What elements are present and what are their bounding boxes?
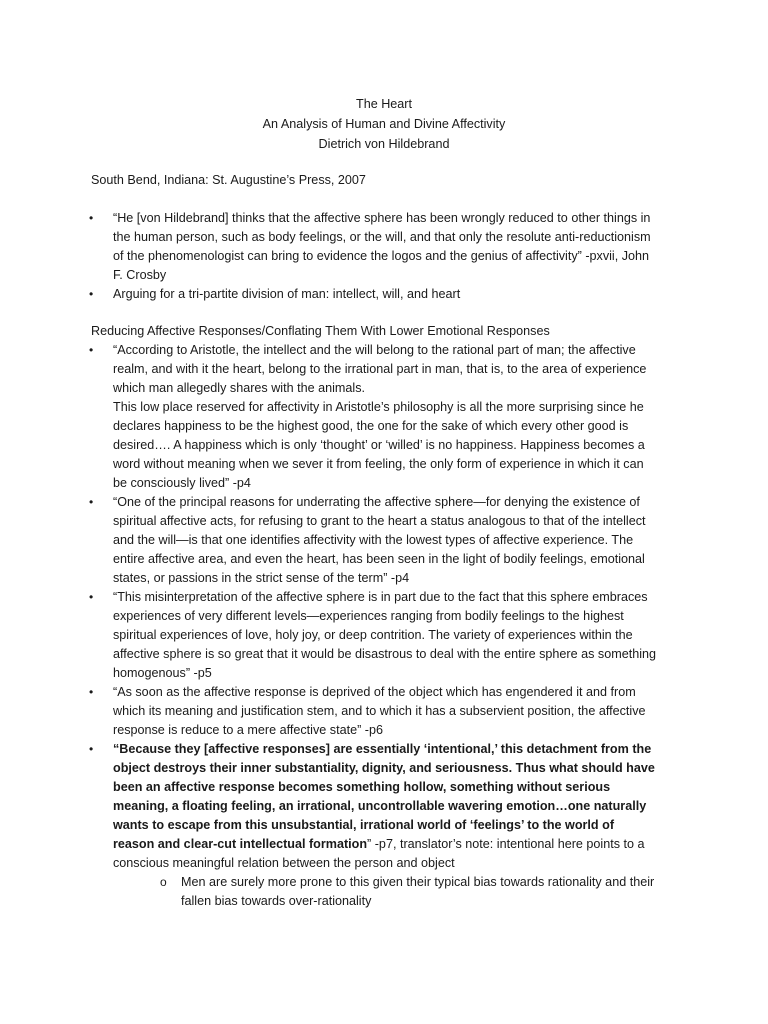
bullet-icon: •: [89, 742, 94, 756]
list-item: [0, 209, 658, 285]
quote-text: “This misinterpretation of the affective sphere is in part due to the fact that this sphere embraces experiences of very different levels—experiences ranging from bodily feelings to the highest spiritual experiences of love, holy joy, or deep contrition. The variety of experiences within the affective sphere is so great that it would be disastrous to deal with the entire sphere as something homogenous” -p5: [113, 590, 657, 680]
bold-quote-text: “Because they [affective responses] are essentially ‘intentional,’ this detachment from the object destroys their inner substantiality, dignity, and seriousness. Thus what should have been an affective response becomes something hollow, something without serious meaning, a floating feeling, an irrational, uncontrollable wavering emotion…one naturally wants to escape from this unsubstantial, irrational world of ‘feelings’ to the world of reason and clear-cut intellectual formation: [113, 742, 655, 851]
title-block: [0, 94, 768, 154]
list-item: [0, 873, 676, 911]
section-bullet-list: [0, 341, 768, 911]
list-item: [0, 740, 658, 911]
sub-bullet-list: [0, 873, 658, 911]
bullet-icon: •: [89, 495, 94, 509]
sub-bullet-text: Men are surely more prone to this given their typical bias towards rationality and their fallen bias towards over-rationality: [181, 875, 655, 908]
list-item: [0, 341, 658, 493]
quote-text: “As soon as the affective response is deprived of the object which has engendered it and from which its meaning and justification stem, and to which it has a subservient position, the affective response is reduce to a mere affective state” -p6: [113, 685, 646, 737]
bullet-icon: •: [89, 343, 94, 357]
circle-bullet-icon: o: [160, 875, 167, 889]
publication-source: South Bend, Indiana: St. Augustine’s Press, 2007: [91, 173, 366, 187]
list-item: [0, 683, 658, 740]
document-title: The Heart: [356, 97, 412, 111]
list-item: [0, 285, 658, 304]
intro-bullet-text: “He [von Hildebrand] thinks that the affective sphere has been wrongly reduced to other things in the human person, such as body feelings, or the will, and that only the resolute anti-reductionism of the phenomenologist can bring to evidence the logos and the genius of affectivity” -pxvii, John F. Crosby: [113, 211, 651, 282]
bullet-icon: •: [89, 590, 94, 604]
intro-bullet-list: [0, 209, 768, 304]
bullet-icon: •: [89, 685, 94, 699]
section-heading: Reducing Affective Responses/Conflating Them With Lower Emotional Responses: [91, 324, 550, 338]
list-item: [0, 493, 658, 588]
intro-bullet-text: Arguing for a tri-partite division of man: intellect, will, and heart: [113, 287, 461, 301]
list-item: [0, 588, 658, 683]
quote-text: This low place reserved for affectivity in Aristotle’s philosophy is all the more surprising since he declares happiness to be the highest good, the one for the sake of which every other good is desired…. A happiness which is only ‘thought’ or ‘willed’ is no happiness. Happiness becomes a word without meaning when we sever it from feeling, the only form of experience in which it can be consciously lived” -p4: [113, 400, 645, 490]
bullet-icon: •: [89, 211, 94, 225]
quote-citation: ” -p7, translator’s note: intentional here points to a conscious meaningful relation between the person and object: [113, 837, 645, 870]
bullet-icon: •: [89, 287, 94, 301]
quote-text: “According to Aristotle, the intellect and the will belong to the rational part of man; the affective realm, and with it the heart, belong to the irrational part in man, that is, to the area of experience which man allegedly shares with the animals.: [113, 343, 647, 395]
quote-text: “One of the principal reasons for underrating the affective sphere—for denying the existence of spiritual affective acts, for refusing to grant to the heart a status analogous to that of the intellect and the will—is that one identifies affectivity with the lowest types of affective experience. The entire affective area, and even the heart, has been seen in the light of bodily feelings, emotional states, or passions in the strict sense of the term” -p4: [113, 495, 646, 585]
document-subtitle: An Analysis of Human and Divine Affectivity: [262, 117, 506, 131]
document-author: Dietrich von Hildebrand: [318, 137, 450, 151]
